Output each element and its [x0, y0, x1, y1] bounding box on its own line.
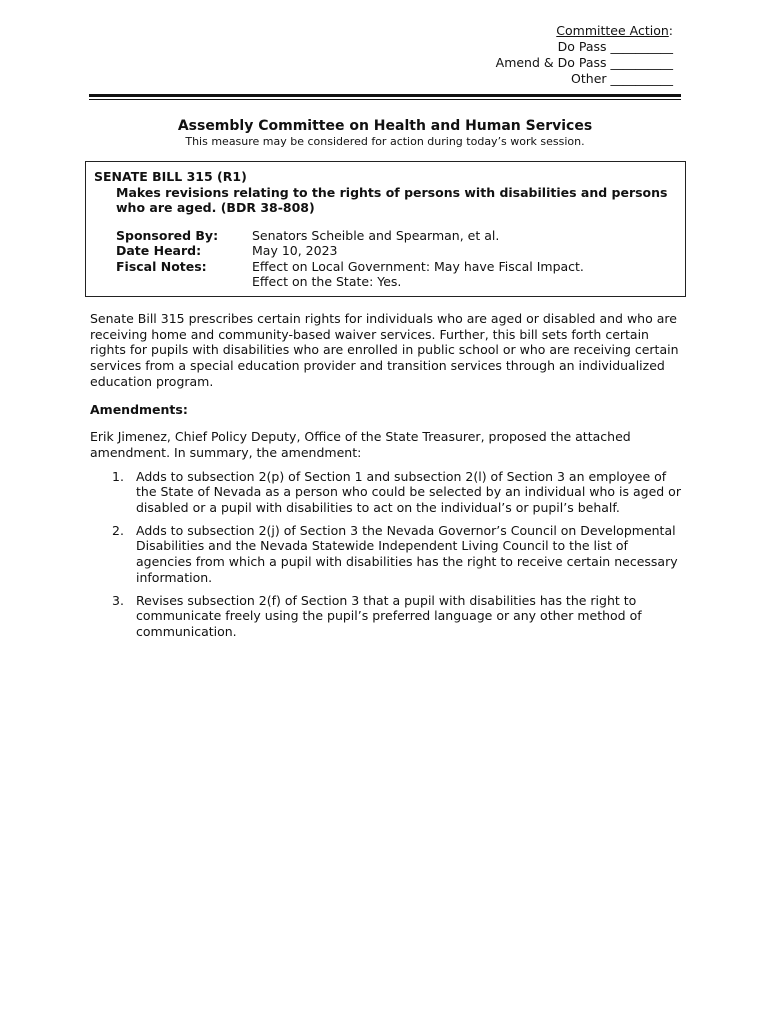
list-item-text: Revises subsection 2(f) of Section 3 that a pupil with disabilities has the right to communicate freely using the pupil’s preferred language or any other method of communication. — [136, 592, 642, 639]
summary-paragraph: Senate Bill 315 prescribes certain rights for individuals who are aged or disabled and who are receiving home and community-based waiver services. Further, this bill sets forth certain rights for pupils with disabilities who are enrolled in public school or who are receiving certain services from a special education provider and transition services through an individualized education program. — [90, 311, 679, 389]
bill-info-box — [85, 161, 686, 297]
committee-title: Assembly Committee on Health and Human Services — [177, 118, 593, 134]
date-value: May 10, 2023 — [252, 243, 338, 258]
meta-value — [252, 259, 677, 290]
meta-label: Fiscal Notes: — [116, 258, 207, 274]
committee-action-heading — [413, 23, 673, 39]
document-body — [90, 311, 684, 647]
committee-subtitle: This measure may be considered for action during today’s work session. — [185, 135, 585, 148]
meta-row-fiscal — [116, 259, 677, 290]
header-rule-thick — [89, 94, 681, 97]
meta-label: Sponsored By: — [116, 227, 219, 243]
list-item-number: 2. — [112, 522, 124, 538]
sponsor-value: Senators Scheible and Spearman, et al. — [252, 227, 500, 243]
list-item-number: 3. — [112, 592, 124, 608]
do-pass-line: Do Pass __________ — [557, 39, 673, 54]
bill-number: SENATE BILL 315 (R1) — [94, 169, 247, 184]
meta-label: Date Heard: — [116, 243, 202, 258]
list-item-text: Adds to subsection 2(j) of Section 3 the Nevada Governor’s Council on Developmental Disabilities and the Nevada Statewide Independent Living Council to the list of agencies from which a pupil with disabilities has the right to receive certain necessary information. — [136, 522, 678, 585]
fiscal-local-value: Effect on Local Government: May have Fiscal Impact. — [252, 258, 584, 274]
amendments-heading: Amendments: — [90, 401, 188, 417]
bill-description: Makes revisions relating to the rights of persons with disabilities and persons who are aged. (BDR 38-808) — [116, 184, 668, 215]
amendments-intro: Erik Jimenez, Chief Policy Deputy, Office of the State Treasurer, proposed the attached amendment. In summary, the amendment: — [90, 429, 631, 460]
meta-value — [252, 243, 677, 259]
meta-row-date — [116, 243, 677, 259]
amendments-list — [90, 469, 684, 640]
committee-action-colon: : — [668, 23, 673, 38]
list-item-text: Adds to subsection 2(p) of Section 1 and subsection 2(l) of Section 3 an employee of the State of Nevada as a person who could be selected by an individual who is aged or disabled or a pupil with disabilities to act on the individual’s or pupil’s behalf. — [136, 468, 681, 516]
meta-value — [252, 228, 677, 244]
list-item — [112, 469, 684, 516]
amend-do-pass-line: Amend & Do Pass __________ — [495, 55, 673, 70]
bill-meta-table — [94, 228, 677, 290]
committee-action-block — [413, 23, 673, 87]
committee-action-title: Committee Action — [556, 23, 669, 38]
meta-row-sponsored — [116, 228, 677, 244]
list-item — [112, 523, 684, 586]
other-line: Other __________ — [571, 71, 673, 86]
list-item-number: 1. — [112, 468, 124, 484]
fiscal-state-value: Effect on the State: Yes. — [252, 274, 402, 289]
header-rule-thin — [89, 99, 681, 100]
list-item — [112, 593, 684, 640]
